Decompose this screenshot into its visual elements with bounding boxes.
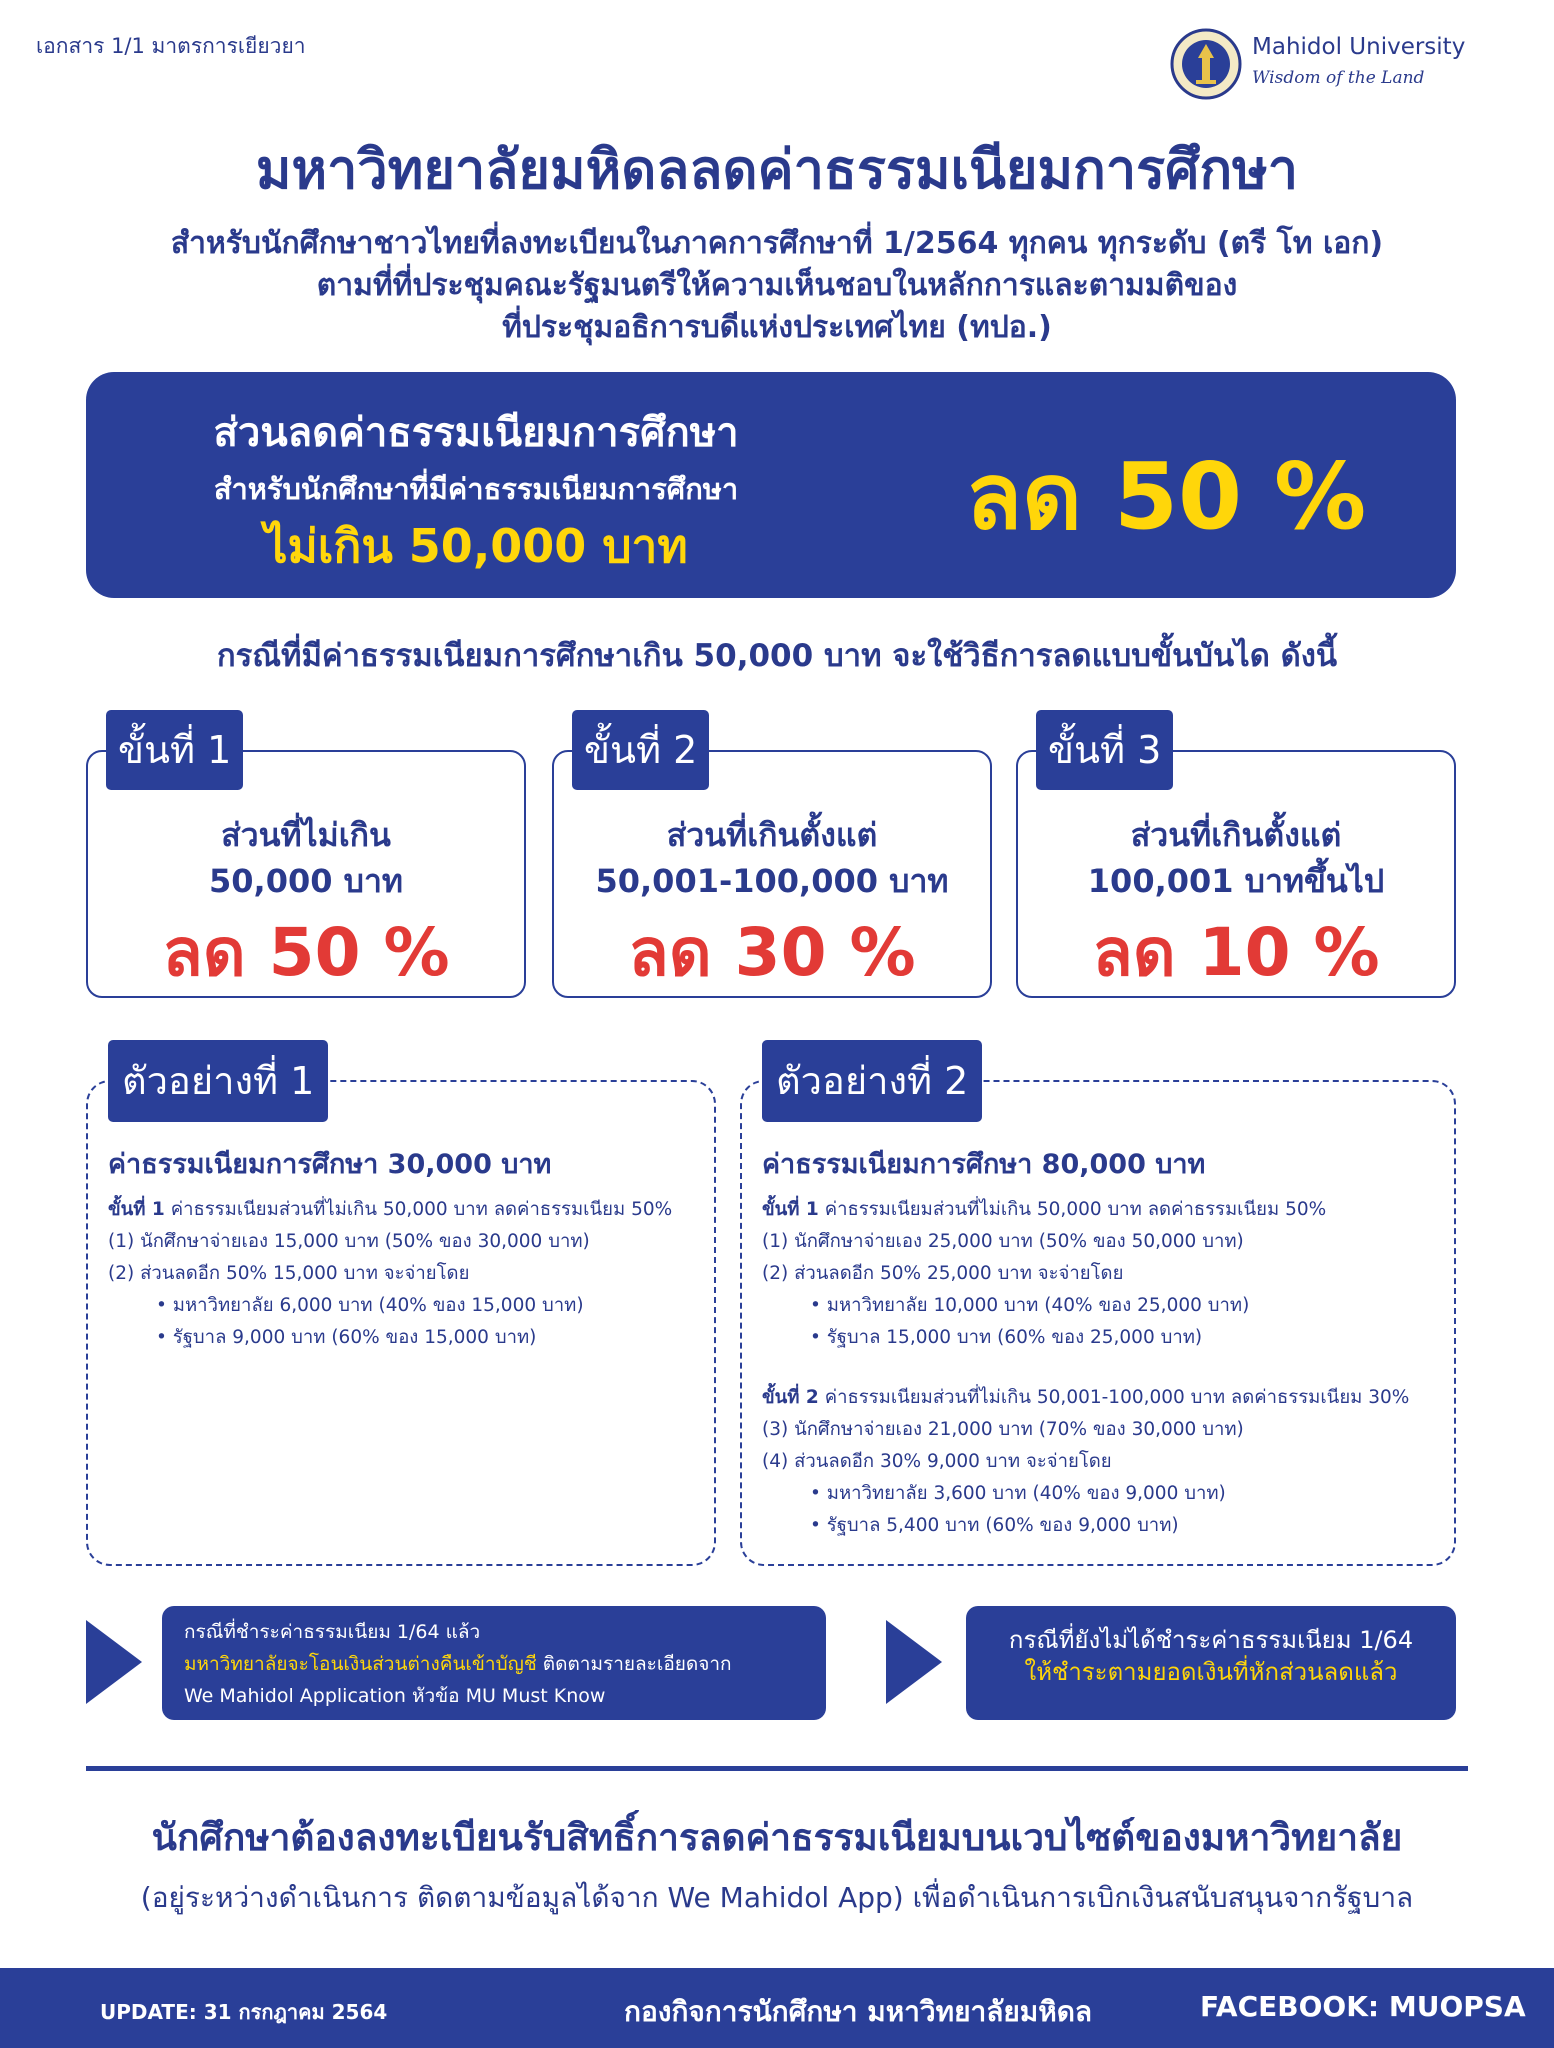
example-2-item-2: (2) ส่วนลดอีก 50% 25,000 บาท จะจ่ายโดย [762, 1263, 1124, 1284]
university-tagline: Wisdom of the Land [1252, 68, 1425, 88]
step-card-3 [1016, 728, 1456, 998]
example-2-bullet-4: • รัฐบาล 5,400 บาท (60% ของ 9,000 บาท) [810, 1515, 1179, 1536]
banner-subtitle: สำหรับนักศึกษาที่มีค่าธรรมเนียมการศึกษา [213, 472, 739, 506]
example-2-item-3: (3) นักศึกษาจ่ายเอง 21,000 บาท (70% ของ 30,000 บาท) [762, 1419, 1244, 1440]
document-reference: เอกสาร 1/1 มาตรการเยียวยา [36, 34, 306, 58]
discount-banner [86, 372, 1456, 598]
example-card-2 [740, 1059, 1456, 1566]
example-1-item-1: (1) นักศึกษาจ่ายเอง 15,000 บาท (50% ของ 30,000 บาท) [108, 1231, 590, 1252]
example-2-step-2-line: ขั้นที่ 2 ค่าธรรมเนียมส่วนที่ไม่เกิน 50,001-100,000 บาท ลดค่าธรรมเนียม 30% [762, 1387, 1410, 1408]
page-title: มหาวิทยาลัยมหิดลลดค่าธรรมเนียมการศึกษา [255, 138, 1299, 201]
university-seal-icon [1170, 28, 1242, 100]
example-1-bullet-2: • รัฐบาล 9,000 บาท (60% ของ 15,000 บาท) [156, 1327, 537, 1348]
info-paid-box [162, 1606, 826, 1720]
step-tab-3: ขั้นที่ 3 [1036, 710, 1173, 790]
step-tab-2: ขั้นที่ 2 [572, 710, 709, 790]
step-tab-1: ขั้นที่ 1 [106, 710, 243, 790]
example-tab-2: ตัวอย่างที่ 2 [762, 1040, 982, 1122]
arrow-right-icon [86, 1620, 142, 1704]
university-logo [1170, 28, 1530, 106]
step-1-discount: ลด 50 % [162, 914, 450, 991]
example-2-item-4: (4) ส่วนลดอีก 30% 9,000 บาท จะจ่ายโดย [762, 1451, 1112, 1472]
example-1-bullet-1: • มหาวิทยาลัย 6,000 บาท (40% ของ 15,000 บาท) [156, 1295, 584, 1316]
info-unpaid-line-1: กรณีที่ยังไม่ได้ชำระค่าธรรมเนียม 1/64 [1008, 1626, 1414, 1654]
step-card-2 [552, 728, 992, 998]
info-paid-line-3: We Mahidol Application หัวข้อ MU Must Know [184, 1685, 606, 1707]
step-1-line-1: ส่วนที่ไม่เกิน [221, 816, 391, 854]
divider [86, 1766, 1468, 1771]
example-2-bullet-2: • รัฐบาล 15,000 บาท (60% ของ 25,000 บาท) [810, 1327, 1203, 1348]
example-1-title: ค่าธรรมเนียมการศึกษา 30,000 บาท [108, 1149, 552, 1180]
registration-note: (อยู่ระหว่างดำเนินการ ติดตามข้อมูลได้จาก We Mahidol App) เพื่อดำเนินการเบิกเงินสนับสนุนจากรัฐบาล [140, 1881, 1414, 1914]
registration-headline: นักศึกษาต้องลงทะเบียนรับสิทธิ์การลดค่าธรรมเนียมบนเวบไซต์ของมหาวิทยาลัย [151, 1816, 1403, 1859]
step-card-1 [86, 728, 526, 998]
step-2-line-1: ส่วนที่เกินตั้งแต่ [666, 816, 878, 854]
info-unpaid-box [966, 1606, 1456, 1720]
example-2-step-1-line: ขั้นที่ 1 ค่าธรรมเนียมส่วนที่ไม่เกิน 50,000 บาท ลดค่าธรรมเนียม 50% [762, 1199, 1327, 1220]
info-unpaid-line-2: ให้ชำระตามยอดเงินที่หักส่วนลดแล้ว [1024, 1658, 1398, 1686]
step-2-line-2: 50,001-100,000 บาท [595, 862, 949, 900]
example-2-title: ค่าธรรมเนียมการศึกษา 80,000 บาท [762, 1149, 1206, 1180]
example-2-item-1: (1) นักศึกษาจ่ายเอง 25,000 บาท (50% ของ 50,000 บาท) [762, 1231, 1244, 1252]
example-2-bullet-1: • มหาวิทยาลัย 10,000 บาท (40% ของ 25,000 บาท) [810, 1295, 1250, 1316]
info-paid-line-1: กรณีที่ชำระค่าธรรมเนียม 1/64 แล้ว [184, 1621, 481, 1643]
example-1-item-2: (2) ส่วนลดอีก 50% 15,000 บาท จะจ่ายโดย [108, 1263, 470, 1284]
step-3-line-2: 100,001 บาทขึ้นไป [1087, 862, 1385, 900]
tier-note: กรณีที่มีค่าธรรมเนียมการศึกษาเกิน 50,000 บาท จะใช้วิธีการลดแบบขั้นบันได ดังนี้ [216, 638, 1338, 674]
step-3-discount: ลด 10 % [1092, 914, 1380, 991]
info-paid-line-2: มหาวิทยาลัยจะโอนเงินส่วนต่างคืนเข้าบัญชี ติดตามรายละเอียดจาก [184, 1653, 732, 1675]
banner-title: ส่วนลดค่าธรรมเนียมการศึกษา [213, 410, 739, 456]
footer [0, 1968, 1554, 2048]
subtitle-line-3: ที่ประชุมอธิการบดีแห่งประเทศไทย (ทปอ.) [502, 310, 1052, 345]
subtitle-line-2: ตามที่ที่ประชุมคณะรัฐมนตรีให้ความเห็นชอบในหลักการและตามมติของ [316, 268, 1238, 303]
footer-department: กองกิจการนักศึกษา มหาวิทยาลัยมหิดล [624, 1995, 1093, 2028]
footer-update: UPDATE: 31 กรกฎาคม 2564 [100, 2000, 388, 2024]
footer-facebook: FACEBOOK: MUOPSA [1200, 1990, 1526, 2023]
example-tab-1: ตัวอย่างที่ 1 [108, 1040, 328, 1122]
university-name: Mahidol University [1252, 34, 1466, 60]
subtitle-line-1: สำหรับนักศึกษาชาวไทยที่ลงทะเบียนในภาคการศึกษาที่ 1/2564 ทุกคน ทุกระดับ (ตรี โท เอก) [170, 226, 1384, 261]
step-3-line-1: ส่วนที่เกินตั้งแต่ [1130, 816, 1342, 854]
banner-limit: ไม่เกิน 50,000 บาท [264, 519, 688, 573]
example-card-1 [86, 1059, 716, 1566]
example-2-bullet-3: • มหาวิทยาลัย 3,600 บาท (40% ของ 9,000 บาท) [810, 1483, 1226, 1504]
step-1-line-2: 50,000 บาท [209, 862, 403, 900]
example-1-step-1-line: ขั้นที่ 1 ค่าธรรมเนียมส่วนที่ไม่เกิน 50,000 บาท ลดค่าธรรมเนียม 50% [108, 1199, 673, 1220]
banner-discount: ลด 50 % [965, 443, 1367, 550]
arrow-right-icon [886, 1620, 942, 1704]
step-2-discount: ลด 30 % [628, 914, 916, 991]
